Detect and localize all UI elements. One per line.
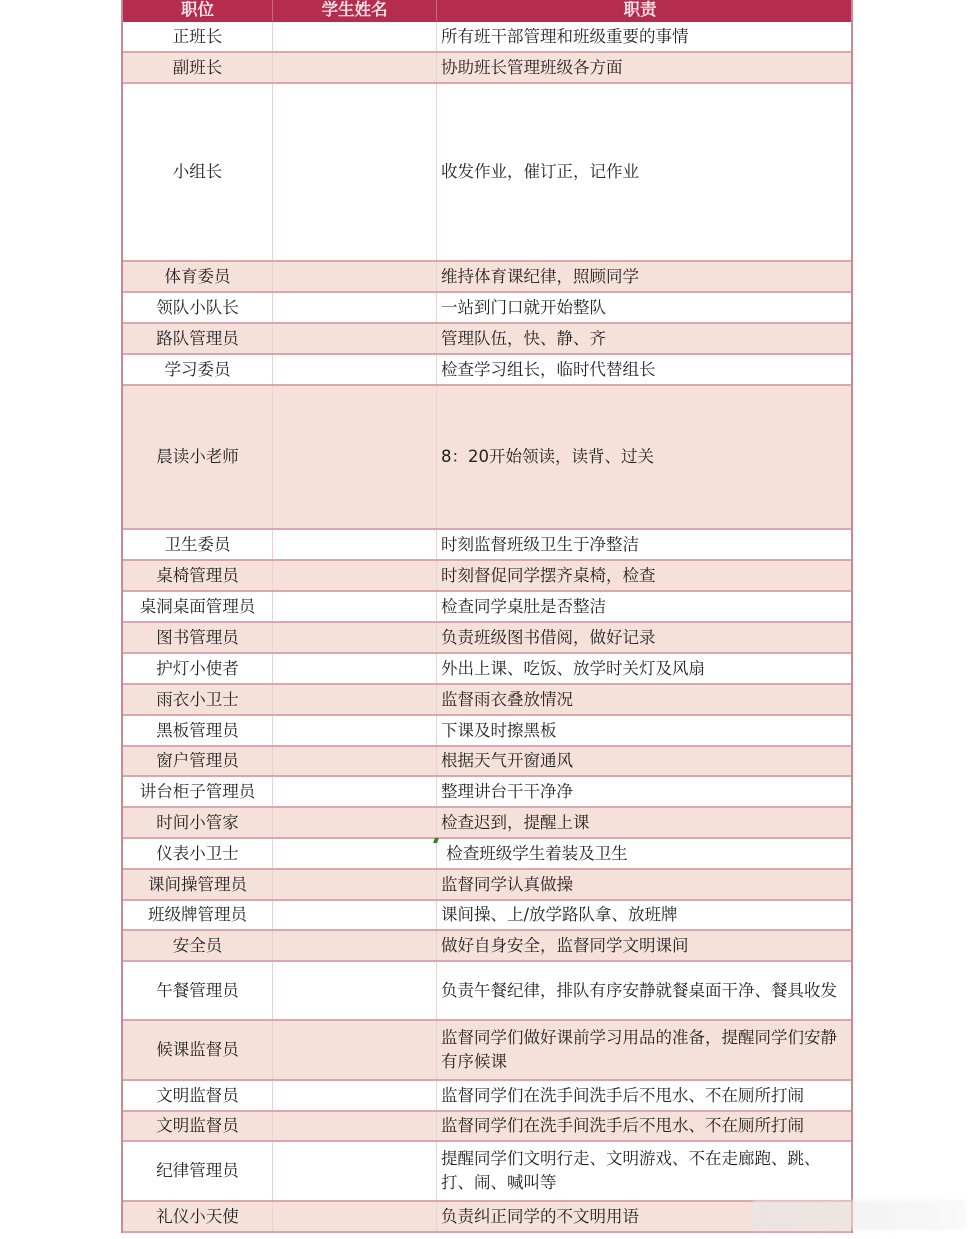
student-name-cell[interactable] <box>273 654 437 683</box>
duty-cell: 监督同学认真做操 <box>441 874 573 894</box>
table-row <box>123 747 851 777</box>
student-name-cell[interactable] <box>273 355 437 384</box>
student-name-cell[interactable] <box>273 1142 437 1200</box>
student-name-cell[interactable] <box>273 386 437 528</box>
table-header-row <box>123 0 851 22</box>
student-name-cell[interactable] <box>273 592 437 621</box>
position-cell: 纪律管理员 <box>123 1142 273 1200</box>
table-row <box>123 870 851 901</box>
duty-cell: 提醒同学们文明行走、文明游戏、不在走廊跑、跳、打、闹、喊叫等 <box>441 1149 821 1192</box>
duty-cell: 负责纠正同学的不文明用语 <box>441 1206 639 1226</box>
duty-cell: 8：20开始领读，读背、过关 <box>441 447 654 466</box>
watermark <box>752 1200 966 1230</box>
position-cell: 讲台柜子管理员 <box>123 777 273 806</box>
duty-cell: 监督同学们在洗手间洗手后不甩水、不在厕所打闹 <box>441 1116 804 1135</box>
student-name-cell[interactable] <box>273 561 437 590</box>
table-row <box>123 685 851 716</box>
position-cell: 课间操管理员 <box>123 870 273 899</box>
table-row <box>123 1112 851 1142</box>
table-row <box>123 561 851 592</box>
duty-cell: 下课及时擦黑板 <box>441 720 557 740</box>
position-cell: 学习委员 <box>123 355 273 384</box>
table-row <box>123 293 851 324</box>
position-cell: 雨衣小卫士 <box>123 685 273 714</box>
duty-cell: 监督同学们在洗手间洗手后不甩水、不在厕所打闹 <box>441 1085 804 1105</box>
duty-cell: 检查学习组长，临时代替组长 <box>441 359 656 379</box>
student-name-cell[interactable] <box>273 623 437 652</box>
duty-cell: 监督同学们做好课前学习用品的准备，提醒同学们安静有序候课 <box>441 1028 837 1071</box>
position-cell: 路队管理员 <box>123 324 273 353</box>
table-row <box>123 530 851 561</box>
student-name-cell[interactable] <box>273 84 437 260</box>
header-student-name: 学生姓名 <box>273 0 437 21</box>
position-cell: 晨读小老师 <box>123 386 273 528</box>
position-cell: 图书管理员 <box>123 623 273 652</box>
header-position: 职位 <box>123 0 273 21</box>
table-row <box>123 1142 851 1202</box>
duty-cell: 课间操、上/放学路队拿、放班牌 <box>441 905 678 924</box>
table-row <box>123 1202 851 1233</box>
position-cell: 黑板管理员 <box>123 716 273 745</box>
table-row <box>123 777 851 808</box>
duty-cell: 监督雨衣叠放情况 <box>441 689 573 709</box>
position-cell: 桌椅管理员 <box>123 561 273 590</box>
duty-cell: 维持体育课纪律，照顾同学 <box>441 266 639 286</box>
duty-cell: 负责午餐纪律，排队有序安静就餐桌面干净、餐具收发 <box>441 980 837 1000</box>
student-name-cell[interactable] <box>273 1202 437 1231</box>
student-name-cell[interactable] <box>273 1081 437 1110</box>
duty-cell: 收发作业，催订正，记作业 <box>441 162 639 181</box>
table-row <box>123 1081 851 1112</box>
student-name-cell[interactable] <box>273 685 437 714</box>
duty-cell: 根据天气开窗通风 <box>441 751 573 770</box>
position-cell: 文明监督员 <box>123 1112 273 1140</box>
student-name-cell[interactable] <box>273 1112 437 1140</box>
duty-cell: 协助班长管理班级各方面 <box>441 57 623 77</box>
duty-cell: 检查迟到，提醒上课 <box>441 812 590 832</box>
student-name-cell[interactable] <box>273 22 437 51</box>
table-row <box>123 84 851 262</box>
duty-cell: 检查班级学生着装及卫生 <box>441 843 628 863</box>
class-roles-table <box>121 0 853 1233</box>
duty-cell: 做好自身安全，监督同学文明课间 <box>441 935 689 955</box>
position-cell: 正班长 <box>123 22 273 51</box>
duty-cell: 时刻督促同学摆齐桌椅，检查 <box>441 565 656 585</box>
table-row <box>123 808 851 839</box>
table-row <box>123 22 851 53</box>
student-name-cell[interactable] <box>273 777 437 806</box>
duty-cell: 管理队伍，快、静、齐 <box>441 328 606 348</box>
student-name-cell[interactable] <box>273 962 437 1019</box>
position-cell: 午餐管理员 <box>123 962 273 1019</box>
duty-cell: 检查同学桌肚是否整洁 <box>441 596 606 616</box>
position-cell: 候课监督员 <box>123 1021 273 1079</box>
table-row <box>123 901 851 931</box>
student-name-cell[interactable] <box>273 808 437 837</box>
position-cell: 文明监督员 <box>123 1081 273 1110</box>
table-row <box>123 53 851 84</box>
student-name-cell[interactable] <box>273 901 437 929</box>
table-row <box>123 962 851 1021</box>
duty-cell: 整理讲台干干净净 <box>441 781 573 801</box>
position-cell: 窗户管理员 <box>123 747 273 775</box>
table-row <box>123 262 851 293</box>
student-name-cell[interactable] <box>273 1021 437 1079</box>
table-row <box>123 324 851 355</box>
student-name-cell[interactable] <box>273 262 437 291</box>
student-name-cell[interactable] <box>273 931 437 960</box>
position-cell: 安全员 <box>123 931 273 960</box>
table-row <box>123 1021 851 1081</box>
table-row <box>123 592 851 623</box>
student-name-cell[interactable] <box>273 839 437 868</box>
duty-cell: 时刻监督班级卫生于净整洁 <box>441 534 639 554</box>
student-name-cell[interactable] <box>273 870 437 899</box>
position-cell: 副班长 <box>123 53 273 82</box>
table-row <box>123 931 851 962</box>
position-cell: 卫生委员 <box>123 530 273 559</box>
position-cell: 班级牌管理员 <box>123 901 273 929</box>
student-name-cell[interactable] <box>273 324 437 353</box>
table-body <box>123 22 851 1233</box>
position-cell: 时间小管家 <box>123 808 273 837</box>
table-row <box>123 839 851 870</box>
duty-cell: 外出上课、吃饭、放学时关灯及风扇 <box>441 658 705 678</box>
position-cell: 护灯小使者 <box>123 654 273 683</box>
table-row <box>123 623 851 654</box>
position-cell: 小组长 <box>123 84 273 260</box>
duty-cell: 所有班干部管理和班级重要的事情 <box>441 26 689 46</box>
student-name-cell[interactable] <box>273 530 437 559</box>
table-row <box>123 716 851 747</box>
table-row <box>123 654 851 685</box>
position-cell: 礼仪小天使 <box>123 1202 273 1231</box>
student-name-cell[interactable] <box>273 293 437 322</box>
student-name-cell[interactable] <box>273 716 437 745</box>
position-cell: 仪表小卫士 <box>123 839 273 868</box>
duty-cell: 一站到门口就开始整队 <box>441 297 606 317</box>
student-name-cell[interactable] <box>273 53 437 82</box>
duty-cell: 负责班级图书借阅，做好记录 <box>441 627 656 647</box>
position-cell: 体育委员 <box>123 262 273 291</box>
position-cell: 桌洞桌面管理员 <box>123 592 273 621</box>
student-name-cell[interactable] <box>273 747 437 775</box>
position-cell: 领队小队长 <box>123 293 273 322</box>
table-row <box>123 386 851 530</box>
header-duty: 职责 <box>623 0 657 19</box>
table-row <box>123 355 851 386</box>
